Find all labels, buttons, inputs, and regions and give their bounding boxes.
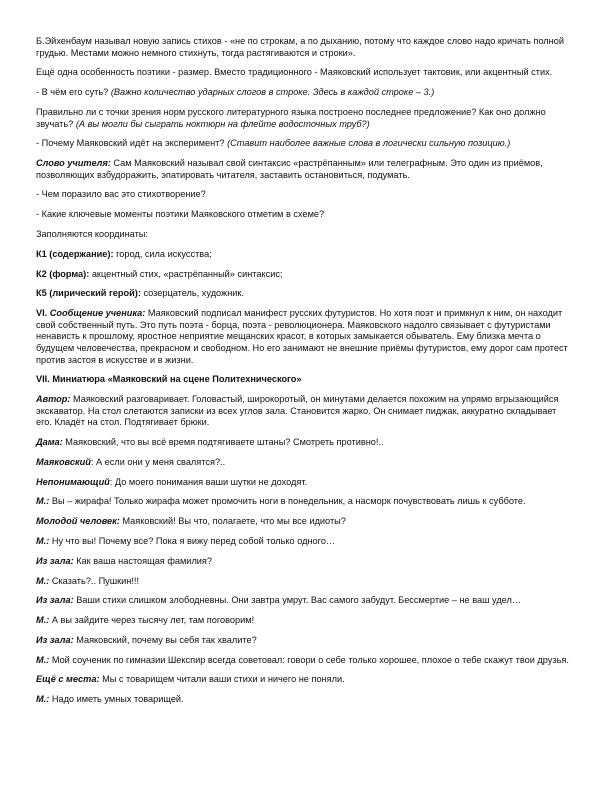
paragraph: [36, 457, 574, 469]
paragraph-text: Маяковский, что вы всё время подтягиваете штаны? Смотреть противно!..: [62, 437, 384, 448]
paragraph: [36, 374, 574, 386]
paragraph: [36, 288, 574, 300]
paragraph-text: : А если они у меня свалятся?..: [90, 456, 226, 467]
speaker-label: М.:: [36, 654, 50, 665]
paragraph-text: - Почему Маяковский идёт на эксперимент?: [36, 138, 228, 149]
speaker-label: М.:: [36, 615, 50, 626]
speaker-label: Слово учителя:: [36, 158, 111, 169]
answer-note: (Важно количество ударных слогов в строке. Здесь в каждой строке – 3.): [110, 87, 435, 98]
document-body: [36, 36, 574, 706]
paragraph-text: Мы с товарищем читали ваши стихи и ничего не поняли.: [99, 674, 345, 685]
paragraph-text: Вы – жирафа! Только жирафа может промочить ноги в понедельник, а насморк почувствовать лишь к субботе.: [49, 496, 526, 507]
speaker-label: VII. Миниатюра «Маяковский на сцене Политехнического»: [36, 374, 302, 385]
paragraph-text: Маяковский! Вы что, полагаете, что мы все идиоты?: [119, 516, 346, 527]
speaker-label: К2 (форма):: [36, 268, 90, 279]
speaker-label: VI.: [36, 308, 50, 319]
speaker-label: Сообщение ученика:: [49, 308, 146, 319]
paragraph: [36, 229, 574, 241]
paragraph: [36, 576, 574, 588]
speaker-label: К1 (содержание):: [36, 248, 114, 259]
paragraph-text: Маяковский подписал манифест русских футуристов. Но хотя поэт и примкнул к ним, он находит свой собственный путь. Это путь поэта - борца, поэта - революционера. Маяковского надолго связывает с футуристами ненависть к прошлому, яростное неприятие мещанских красот, в которых замыкается обыватель. Ему близка мечта о будущем человечества, прекрасном и свободном. Но его занимают не внешние приёмы футуристов, ему дорог сам протест против застоя в искусстве и в жизни.: [36, 308, 568, 365]
paragraph-text: Надо иметь умных товарищей.: [49, 694, 184, 705]
answer-note: (Ставит наиболее важные слова в логически сильную позицию.): [227, 138, 511, 149]
paragraph-text: Маяковский разговаривает. Головастый, широкоротый, он минутами делается похожим на упрямо вгрызающийся экскаватор. На стол слетаются записки из всех углов зала. Становится жарко. Он снимает пиджак, аккуратно складывает его. Кладёт на стол. Подтягивает брюки.: [36, 394, 559, 428]
paragraph: [36, 189, 574, 201]
paragraph-text: Правильно ли с точки зрения норм русского литературного языка построено последнее предложение? Как оно должно звучать?: [36, 106, 546, 129]
paragraph: [36, 138, 574, 150]
speaker-label: Молодой человек:: [36, 516, 120, 527]
speaker-label: Дама:: [36, 437, 63, 448]
paragraph: [36, 249, 574, 261]
paragraph: [36, 269, 574, 281]
paragraph-text: созерцатель, художник.: [140, 288, 244, 299]
paragraph: [36, 556, 574, 568]
paragraph: [36, 107, 574, 130]
paragraph-text: Сказать?.. Пушкин!!!: [49, 575, 140, 586]
speaker-label: Маяковский: [36, 456, 91, 467]
paragraph-text: : До моего понимания ваши шутки не доходят.: [109, 476, 308, 487]
speaker-label: Из зала:: [36, 555, 74, 566]
paragraph-text: Ну что вы! Почему все? Пока я вижу перед собой только одного…: [49, 535, 336, 546]
paragraph-text: Ещё одна особенность поэтики - размер. Вместо традиционного - Маяковский использует тактовик, или акцентный стих.: [36, 67, 553, 78]
paragraph: [36, 694, 574, 706]
paragraph-text: Сам Маяковский называл свой синтаксис «растрёпанным» или телеграфным. Это один из приёмов, позволяющих взбудоражить, эпатировать читателя, заставить остановиться, подумать.: [36, 158, 543, 180]
speaker-label: М.:: [36, 575, 50, 586]
paragraph-text: - Какие ключевые моменты поэтики Маяковского отметим в схеме?: [36, 209, 325, 220]
paragraph: [36, 308, 574, 366]
speaker-label: К5 (лирический герой):: [36, 288, 141, 299]
speaker-label: М.:: [36, 535, 50, 546]
paragraph: [36, 36, 574, 59]
paragraph: [36, 209, 574, 221]
paragraph: [36, 67, 574, 79]
paragraph: [36, 655, 574, 667]
speaker-label: Автор:: [36, 394, 71, 405]
speaker-label: Из зала:: [36, 595, 74, 606]
paragraph: [36, 674, 574, 686]
paragraph: [36, 437, 574, 449]
paragraph: [36, 615, 574, 627]
paragraph-text: Заполняются координаты:: [36, 229, 148, 240]
speaker-label: Ещё с места:: [36, 674, 100, 685]
speaker-label: М.:: [36, 694, 50, 705]
paragraph-text: А вы зайдите через тысячу лет, там поговорим!: [49, 615, 255, 626]
paragraph-text: акцентный стих, «растрёпанный» синтаксис;: [89, 268, 283, 279]
speaker-label: М.:: [36, 496, 50, 507]
paragraph: [36, 158, 574, 181]
paragraph-text: Как ваша настоящая фамилия?: [73, 555, 213, 566]
paragraph: [36, 87, 574, 99]
paragraph: [36, 595, 574, 607]
paragraph-text: Мой соученик по гимназии Шекспир всегда советовал: говори о себе только хорошее, плохое о тебе скажут твои друзья.: [49, 654, 569, 665]
paragraph-text: город, сила искусства;: [113, 248, 212, 259]
speaker-label: Непонимающий: [36, 476, 110, 487]
paragraph: [36, 516, 574, 528]
speaker-label: Из зала:: [36, 634, 74, 645]
paragraph: [36, 635, 574, 647]
paragraph: [36, 394, 574, 429]
paragraph-text: Ваши стихи слишком злободневны. Они завтра умрут. Вас самого забудут. Бессмертие – не ваш удел…: [73, 595, 522, 606]
answer-note: (А вы могли бы сыграть ноктюрн на флейте водосточных труб?): [75, 118, 370, 129]
paragraph-text: Б.Эйхенбаум называл новую запись стихов - «не по строкам, а по дыханию, потому что каждое слово надо кричать полной грудью. Местами можно немного стихнуть, тогда растягиваются и строки».: [36, 36, 564, 58]
paragraph-text: - В чём его суть?: [36, 87, 111, 98]
paragraph: [36, 536, 574, 548]
paragraph-text: - Чем поразило вас это стихотворение?: [36, 189, 206, 200]
paragraph: [36, 477, 574, 489]
paragraph: [36, 496, 574, 508]
paragraph-text: Маяковский, почему вы себя так хвалите?: [73, 634, 257, 645]
